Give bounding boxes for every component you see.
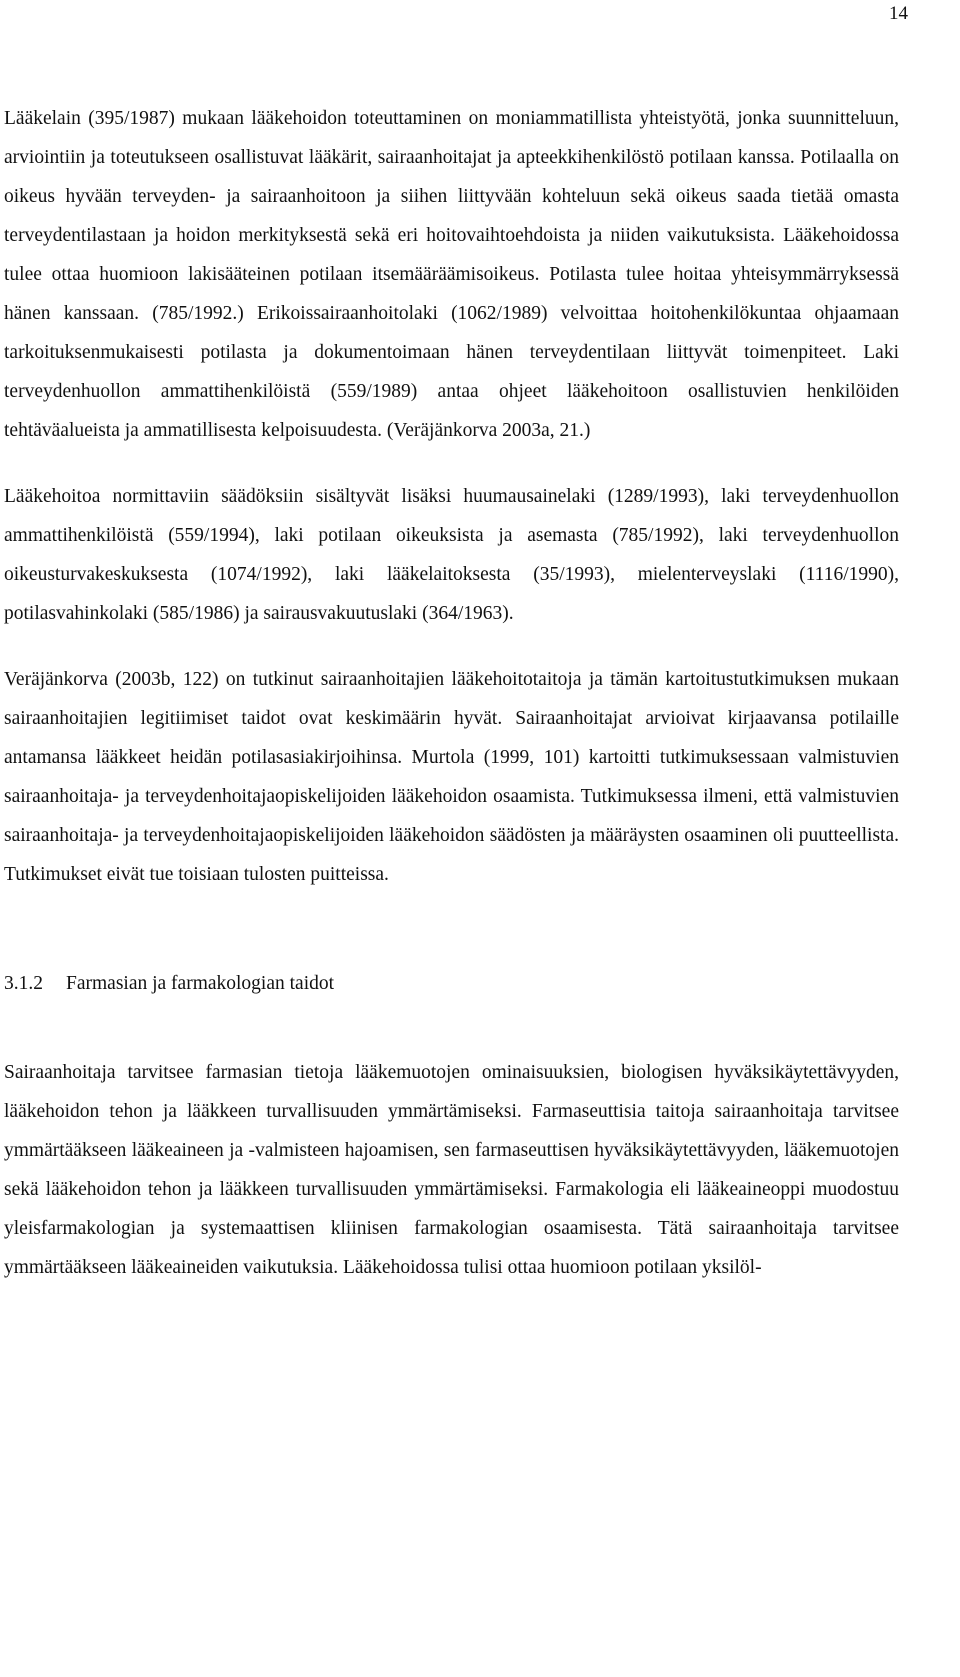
paragraph-pharmacy-skills: Sairaanhoitaja tarvitsee farmasian tietoja lääkemuotojen ominaisuuksien, biologisen hyväksikäytettävyyden, lääkehoidon tehon ja lääkkeen turvallisuuden ymmärtämiseksi. Farmaseuttisia taitoja sairaanhoitaja tarvitsee ymmärtääkseen lääkeaineen ja -valmisteen hajoamisen, sen farmaseuttisen hyväksikäytettävyyden, lääkemuotojen sekä lääkehoidon tehon ja lääkkeen turvallisuuden ymmärtämiseksi. Farmakologia eli lääkeaineoppi muodostuu yleisfarmakologian ja systemaattisen kliinisen farmakologian osaamisesta. Tätä sairaanhoitaja tarvitsee ymmärtääkseen lääkeaineiden vaikutuksia. Lääkehoidossa tulisi ottaa huomioon potilaan yksilöl- (4, 1062, 899, 1278)
page-number: 14 (889, 3, 908, 24)
paragraph-medical-law: Lääkelain (395/1987) mukaan lääkehoidon toteuttaminen on moniammatillista yhteistyötä, jonka suunnitteluun, arviointiin ja toteutukseen osallistuvat lääkärit, sairaanhoitajat ja apteekkihenkilöstö potilaan kanssa. Potilaalla on oikeus hyvään terveyden- ja sairaanhoitoon ja siihen liittyvään kohteluun sekä oikeus saada tietää omasta terveydentilastaan ja hoidon merkityksestä sekä eri hoitovaihtoehdoista ja niiden vaikutuksista. Lääkehoidossa tulee ottaa huomioon lakisääteinen potilaan itsemääräämisoikeus. Potilasta tulee hoitaa yhteisymmärryksessä hänen kanssaan. (785/1992.) Erikoissairaanhoitolaki (1062/1989) velvoittaa hoitohenkilökuntaa ohjaamaan tarkoituksenmukaisesti potilasta ja dokumentoimaan hänen terveydentilaan liittyvät toimenpiteet. Laki terveydenhuollon ammattihenkilöistä (559/1989) antaa ohjeet lääkehoitoon osallistuvien henkilöiden tehtäväalueista ja ammatillisesta kelpoisuudesta. (Veräjänkorva 2003a, 21.) (4, 108, 899, 441)
section-heading (4, 964, 899, 1003)
paragraph-regulations: Lääkehoitoa normittaviin säädöksiin sisältyvät lisäksi huumausainelaki (1289/1993), laki terveydenhuollon ammattihenkilöistä (559/1994), laki potilaan oikeuksista ja asemasta (785/1992), laki terveydenhuollon oikeusturvakeskuksesta (1074/1992), laki lääkelaitoksesta (35/1993), mielenterveyslaki (1116/1990), potilasvahinkolaki (585/1986) ja sairausvakuutuslaki (364/1963). (4, 486, 899, 624)
section-number: 3.1.2 (4, 973, 43, 994)
paragraph-research: Veräjänkorva (2003b, 122) on tutkinut sairaanhoitajien lääkehoitotaitoja ja tämän kartoitustutkimuksen mukaan sairaanhoitajien legitiimiset taidot ovat keskimäärin hyvät. Sairaanhoitajat arvioivat kirjaavansa potilaille antamansa lääkkeet heidän potilasasiakirjoihinsa. Murtola (1999, 101) kartoitti tutkimuksessaan valmistuvien sairaanhoitaja- ja terveydenhoitajaopiskelijoiden lääkehoidon osaamista. Tutkimuksessa ilmeni, että valmistuvien sairaanhoitaja- ja terveydenhoitajaopiskelijoiden lääkehoidon säädösten ja määräysten osaaminen oli puutteellista. Tutkimukset eivät tue toisiaan tulosten puitteissa. (4, 669, 899, 885)
document-body (4, 99, 899, 1287)
section-title: Farmasian ja farmakologian taidot (66, 973, 335, 994)
